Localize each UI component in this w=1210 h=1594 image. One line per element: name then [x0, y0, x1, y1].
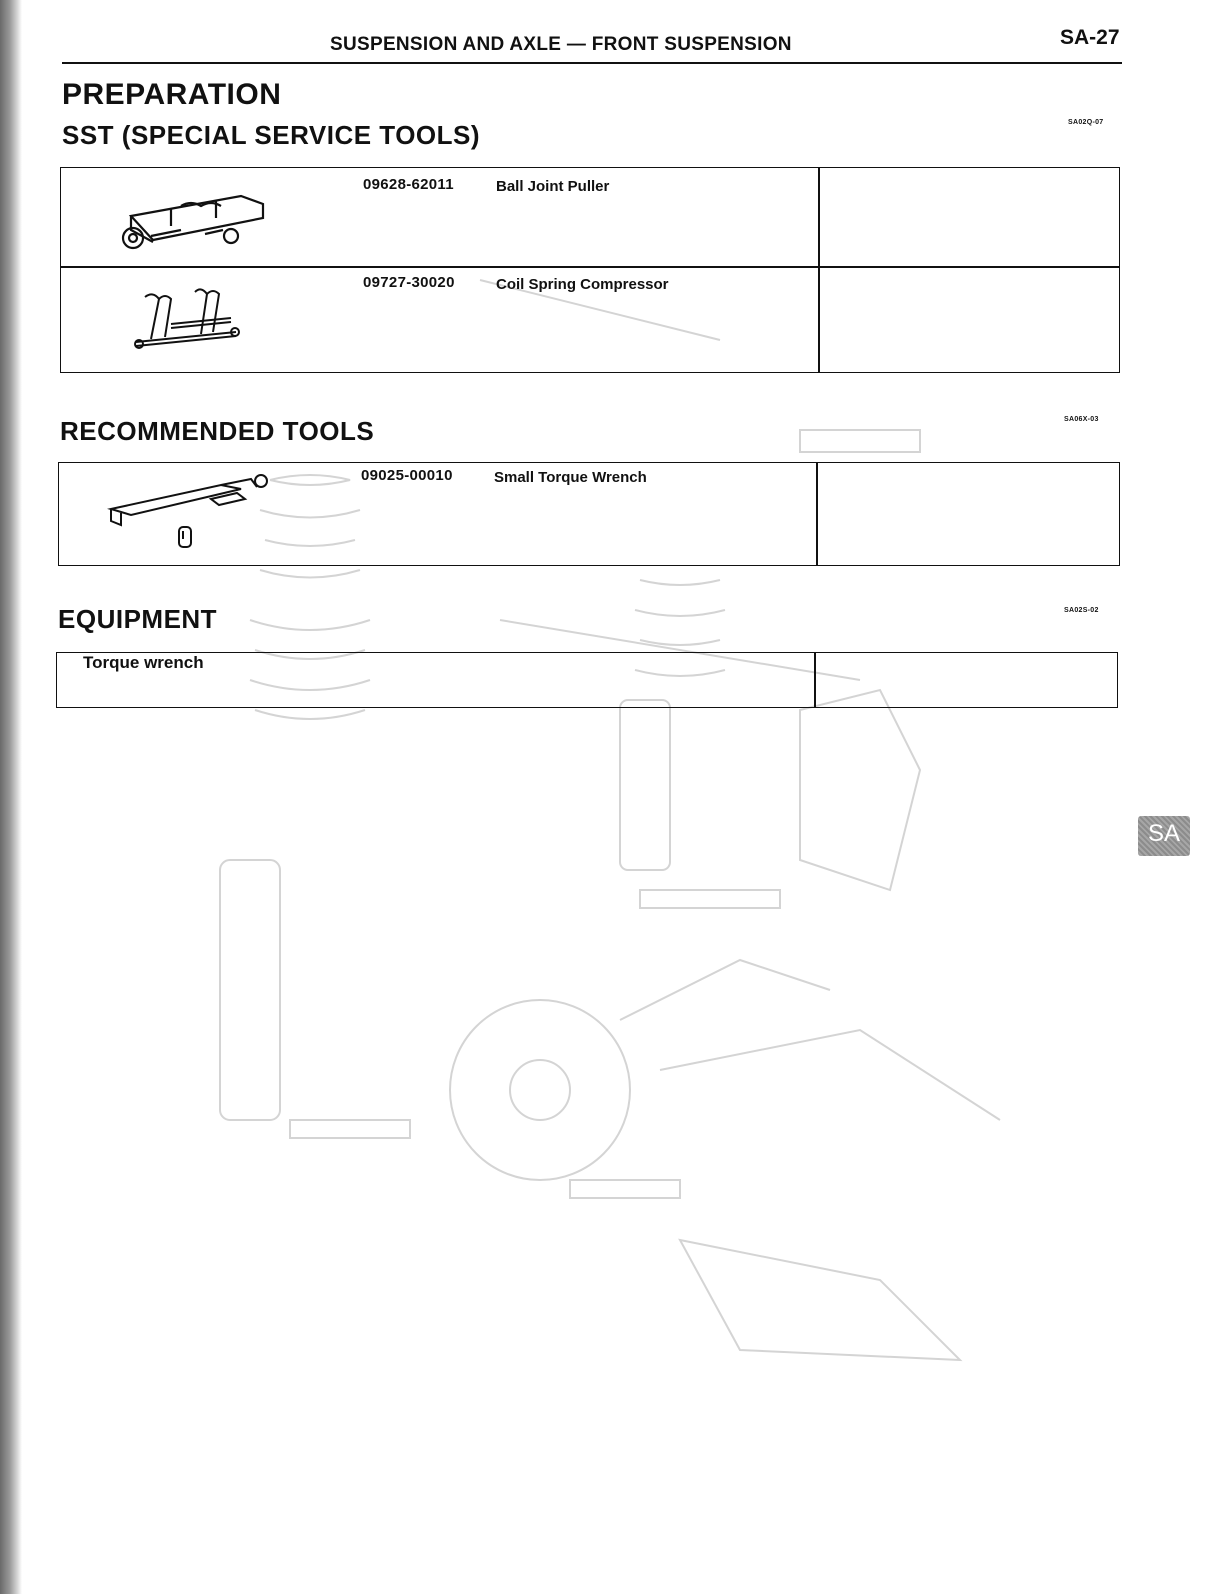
- sst-part-number: 09628-62011: [363, 176, 454, 193]
- page-header-title: SUSPENSION AND AXLE — FRONT SUSPENSION: [330, 34, 792, 55]
- coil-spring-compressor-illustration: [131, 284, 251, 354]
- equipment-item: Torque wrench: [83, 653, 204, 672]
- section-tab-label: SA: [1148, 820, 1181, 847]
- equipment-section-code: SA02S-02: [1064, 607, 1099, 614]
- recommended-part-number: 09025-00010: [361, 467, 453, 484]
- equipment-heading: EQUIPMENT: [58, 604, 218, 634]
- equipment-table: [56, 652, 1118, 708]
- sst-row-ball-joint-puller: [61, 168, 1119, 266]
- sst-section-code: SA02Q-07: [1068, 119, 1104, 126]
- header-rule: [62, 62, 1122, 64]
- recommended-row-small-torque-wrench: [59, 463, 1119, 565]
- equipment-table-column-divider: [814, 653, 816, 707]
- recommended-part-name: Small Torque Wrench: [494, 469, 647, 486]
- sst-table: [60, 167, 1120, 373]
- preparation-heading: PREPARATION: [62, 78, 282, 111]
- sst-part-name: Coil Spring Compressor: [496, 276, 669, 293]
- sst-part-number: 09727-30020: [363, 274, 455, 291]
- sst-part-name: Ball Joint Puller: [496, 178, 610, 195]
- sst-row-coil-spring-compressor: [61, 268, 1119, 372]
- recommended-section-code: SA06X-03: [1064, 416, 1099, 423]
- page-number: SA-27: [1060, 26, 1120, 49]
- ball-joint-puller-illustration: [111, 186, 271, 256]
- page-binding-shadow: [0, 0, 22, 1594]
- sst-heading: SST (SPECIAL SERVICE TOOLS): [62, 120, 481, 150]
- small-torque-wrench-illustration: [101, 469, 281, 559]
- recommended-tools-heading: RECOMMENDED TOOLS: [60, 416, 375, 446]
- recommended-tools-table: [58, 462, 1120, 566]
